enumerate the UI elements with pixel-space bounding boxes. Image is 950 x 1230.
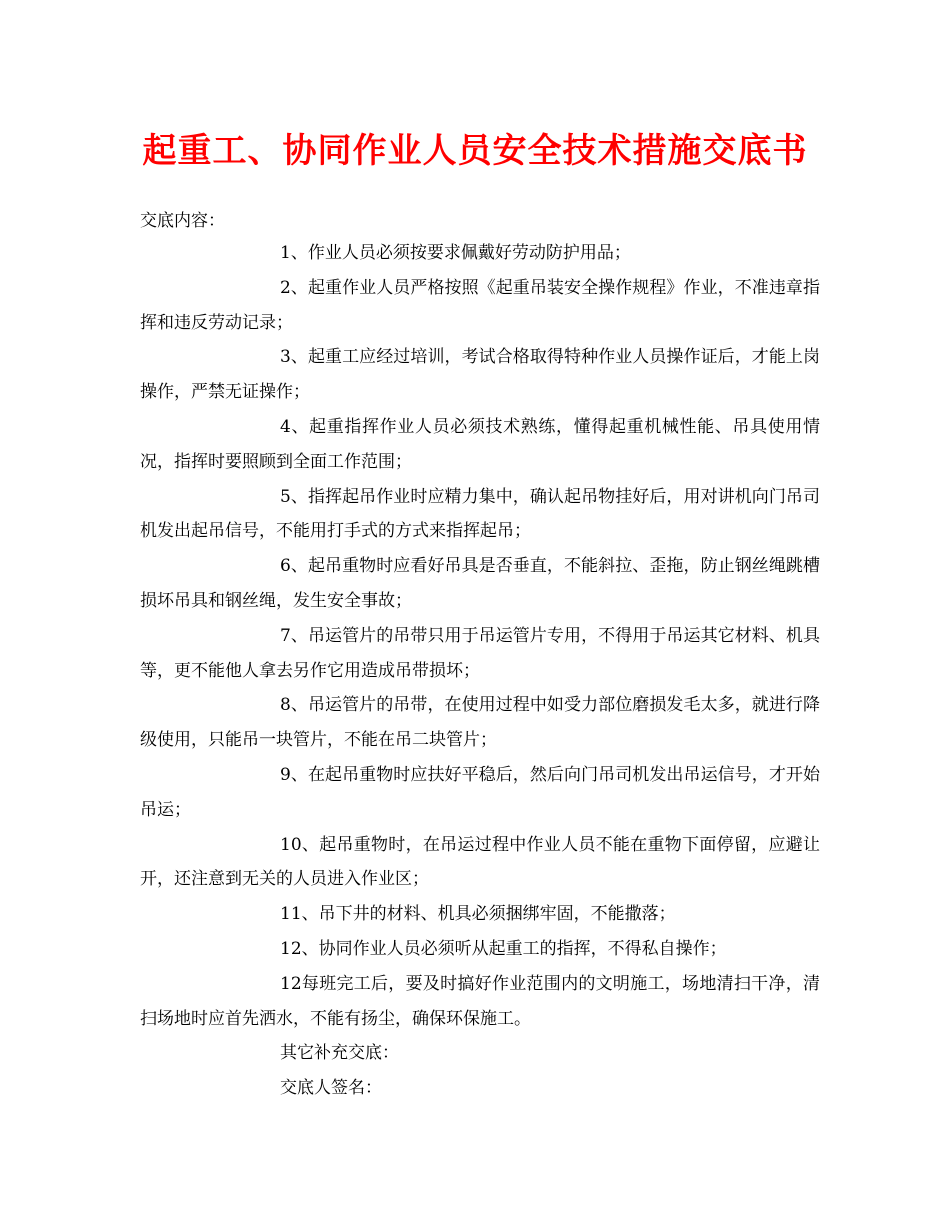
item-13: 12每班完工后，要及时搞好作业范围内的文明施工，场地清扫干净，清扫场地时应首先洒水，不能有扬尘，确保环保施工。 (140, 973, 820, 1029)
item-4: 4、起重指挥作业人员必须技术熟练，懂得起重机械性能、吊具使用情况，指挥时要照顾到全面工作范围； (140, 416, 820, 472)
item-11: 11、吊下井的材料、机具必须捆绑牢固，不能撒落； (280, 904, 676, 925)
item-2: 2、起重作业人员严格按照《起重吊装安全操作规程》作业，不准违章指挥和违反劳动记录； (140, 277, 820, 333)
signature-label: 交底人签名： (280, 1078, 382, 1099)
item-12: 12、协同作业人员必须听从起重工的指挥，不得私自操作； (280, 938, 727, 959)
item-1: 1、作业人员必须按要求佩戴好劳动防护用品； (280, 243, 631, 263)
item-6: 6、起吊重物时应看好吊具是否垂直，不能斜拉、歪拖，防止钢丝绳跳槽损坏吊具和钢丝绳，发生安全事故； (140, 556, 820, 611)
document-body (140, 236, 820, 1106)
item-10: 10、起吊重物时，在吊运过程中作业人员不能在重物下面停留，应避让开，还注意到无关的人员进入作业区； (140, 834, 820, 890)
item-9: 9、在起吊重物时应扶好平稳后，然后向门吊司机发出吊运信号，才开始吊运； (140, 764, 820, 820)
supplement-label: 其它补充交底： (280, 1043, 399, 1064)
item-3: 3、起重工应经过培训，考试合格取得特种作业人员操作证后，才能上岗操作，严禁无证操作； (140, 347, 820, 403)
item-7: 7、吊运管片的吊带只用于吊运管片专用，不得用于吊运其它材料、机具等，更不能他人拿去另作它用造成吊带损坏； (140, 625, 820, 681)
item-5: 5、指挥起吊作业时应精力集中，确认起吊物挂好后，用对讲机向门吊司机发出起吊信号，不能用打手式的方式来指挥起吊； (140, 486, 820, 542)
intro-label: 交底内容： (140, 211, 225, 231)
item-8: 8、吊运管片的吊带，在使用过程中如受力部位磨损发毛太多，就进行降级使用，只能吊一块管片，不能在吊二块管片； (140, 695, 820, 751)
document-title: 起重工、协同作业人员安全技术措施交底书 (142, 131, 808, 171)
